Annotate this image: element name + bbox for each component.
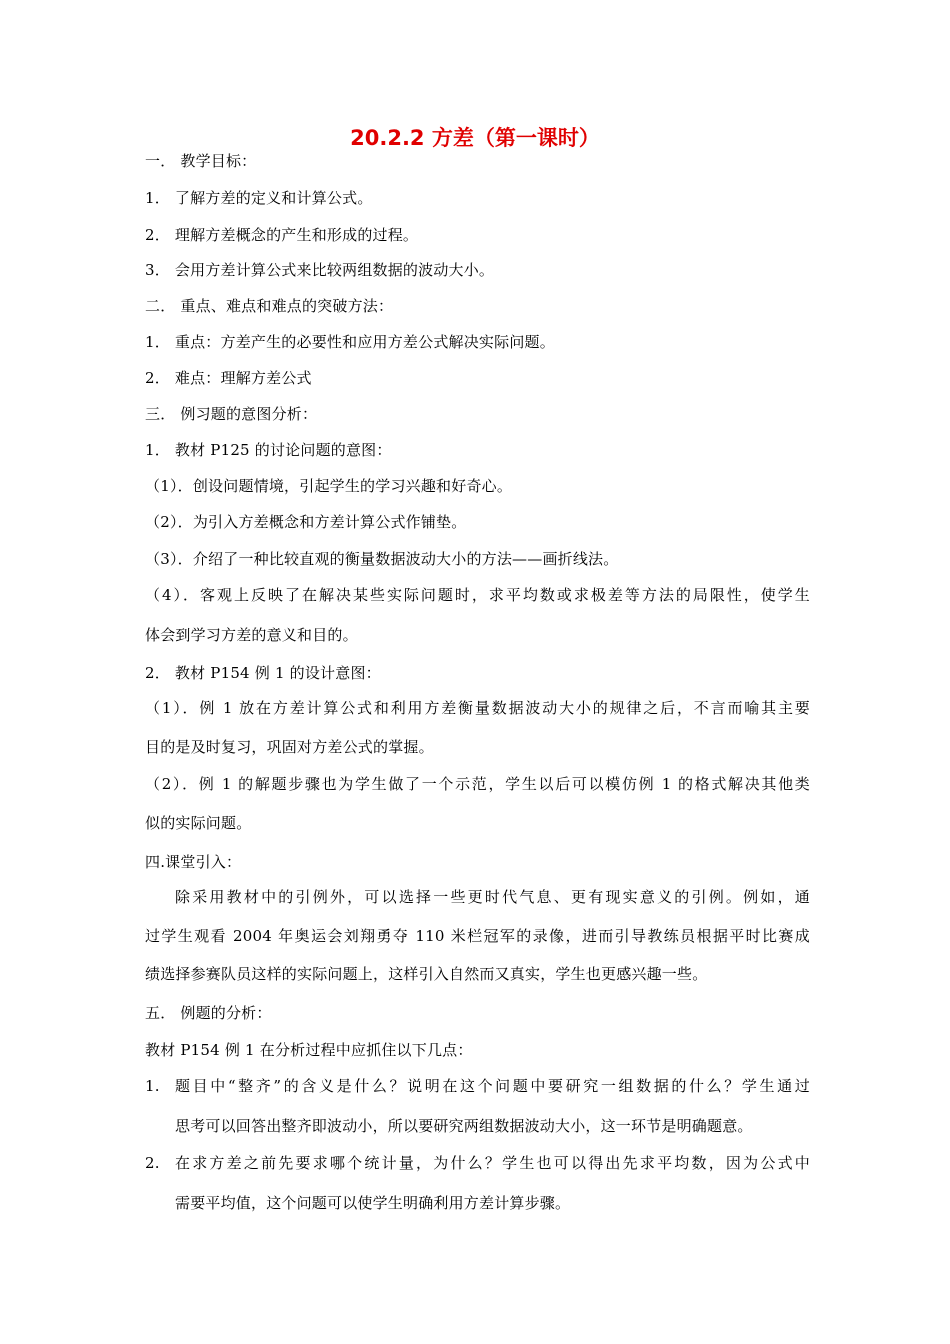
list-number: 1. <box>145 1077 160 1095</box>
list-item-continuation: 体会到学习方差的意义和目的。 <box>145 626 358 644</box>
list-item: 2． 理解方差概念的产生和形成的过程。 <box>145 226 419 244</box>
list-number: 2. <box>145 1154 160 1172</box>
section-heading-5: 五． 例题的分析： <box>145 1004 272 1022</box>
section-heading-1: 一． 教学目标： <box>145 152 257 170</box>
list-item: 1． 了解方差的定义和计算公式。 <box>145 189 373 207</box>
list-item: （1）．例 1 放在方差计算公式和利用方差衡量数据波动大小的规律之后，不言而喻其主要 <box>145 699 810 717</box>
section-heading-2: 二． 重点、难点和难点的突破方法： <box>145 297 394 315</box>
list-item: 2． 教材 P154 例 1 的设计意图： <box>145 664 381 682</box>
document-title: 20.2.2 方差（第一课时） <box>350 126 600 150</box>
list-item-continuation: 思考可以回答出整齐即波动小，所以要研究两组数据波动大小，这一环节是明确题意。 <box>175 1117 753 1135</box>
section-heading-4: 四.课堂引入： <box>145 853 242 871</box>
paragraph-line: 教材 P154 例 1 在分析过程中应抓住以下几点： <box>145 1041 473 1059</box>
list-item: （1）．创设问题情境，引起学生的学习兴趣和好奇心。 <box>145 477 513 495</box>
section-heading-3: 三． 例习题的意图分析： <box>145 405 318 423</box>
paragraph-line: 除采用教材中的引例外，可以选择一些更时代气息、更有现实意义的引例。例如，通 <box>175 888 810 906</box>
list-item-continuation: 需要平均值，这个问题可以使学生明确利用方差计算步骤。 <box>175 1194 571 1212</box>
list-item: 1． 重点：方差产生的必要性和应用方差公式解决实际问题。 <box>145 333 555 351</box>
list-item: （2）．为引入方差概念和方差计算公式作铺垫。 <box>145 513 467 531</box>
list-item: 2． 难点：理解方差公式 <box>145 369 312 387</box>
list-item: 题目中“整齐”的含义是什么？说明在这个问题中要研究一组数据的什么？学生通过 <box>175 1077 810 1095</box>
list-item: 1． 教材 P125 的讨论问题的意图： <box>145 441 392 459</box>
list-item: 在求方差之前先要求哪个统计量，为什么？学生也可以得出先求平均数，因为公式中 <box>175 1154 810 1172</box>
list-item: （2）．例 1 的解题步骤也为学生做了一个示范，学生以后可以模仿例 1 的格式解决其他类 <box>145 775 810 793</box>
paragraph-line: 过学生观看 2004 年奥运会刘翔勇夺 110 米栏冠军的录像，进而引导教练员根据平时比赛成 <box>145 927 810 945</box>
list-item: （4）．客观上反映了在解决某些实际问题时，求平均数或求极差等方法的局限性，使学生 <box>145 586 810 604</box>
list-item: （3）．介绍了一种比较直观的衡量数据波动大小的方法——画折线法。 <box>145 550 619 568</box>
list-item-continuation: 目的是及时复习，巩固对方差公式的掌握。 <box>145 738 434 756</box>
paragraph-line: 绩选择参赛队员这样的实际问题上，这样引入自然而又真实，学生也更感兴趣一些。 <box>145 965 708 983</box>
list-item-continuation: 似的实际问题。 <box>145 814 252 832</box>
list-item: 3． 会用方差计算公式来比较两组数据的波动大小。 <box>145 261 495 279</box>
